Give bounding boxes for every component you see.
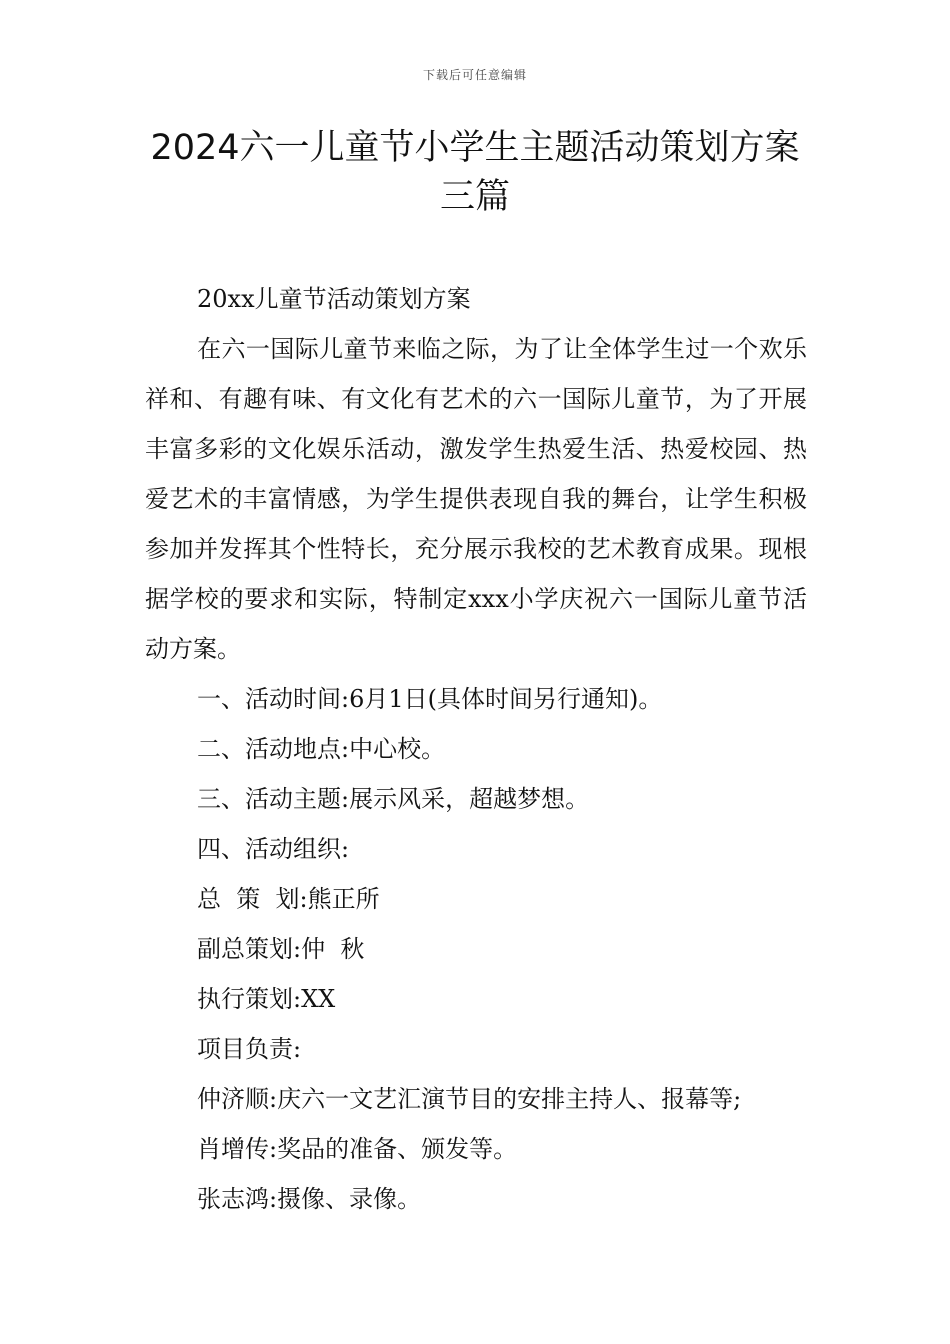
document-body bbox=[145, 274, 807, 1224]
item-place: 二、活动地点:中心校。 bbox=[197, 735, 446, 763]
deputy-planner: 副总策划:仲 秋 bbox=[197, 935, 365, 963]
intro-heading: 20xx儿童节活动策划方案 bbox=[197, 285, 471, 313]
project-lead-heading: 项目负责: bbox=[197, 1035, 302, 1063]
header-note: 下载后可任意编辑 bbox=[422, 68, 527, 82]
item-organization: 四、活动组织: bbox=[197, 835, 350, 863]
item-theme: 三、活动主题:展示风采，超越梦想。 bbox=[197, 785, 590, 813]
document-title bbox=[100, 124, 850, 222]
chief-planner: 总 策 划:熊正所 bbox=[197, 885, 380, 913]
intro-paragraph: 在六一国际儿童节来临之际，为了让全体学生过一个欢乐祥和、有趣有味、有文化有艺术的六一国际儿童节，为了开展丰富多彩的文化娱乐活动，激发学生热爱生活、热爱校园、热爱艺术的丰富情感，为学生提供表现自我的舞台，让学生积极参加并发挥其个性特长，充分展示我校的艺术教育成果。现根据学校的要求和实际，特制定xxx小学庆祝六一国际儿童节活动方案。 bbox=[145, 335, 807, 663]
project-lead-3: 张志鸿:摄像、录像。 bbox=[197, 1185, 422, 1213]
project-lead-1: 仲济顺:庆六一文艺汇演节目的安排主持人、报幕等; bbox=[197, 1085, 742, 1113]
item-time: 一、活动时间:6月1日(具体时间另行通知)。 bbox=[197, 685, 663, 713]
title-line-2: 三篇 bbox=[439, 177, 510, 217]
title-line-1: 2024六一儿童节小学生主题活动策划方案 bbox=[150, 128, 800, 168]
executive-planner: 执行策划:XX bbox=[197, 985, 336, 1013]
project-lead-2: 肖增传:奖品的准备、颁发等。 bbox=[197, 1135, 518, 1163]
